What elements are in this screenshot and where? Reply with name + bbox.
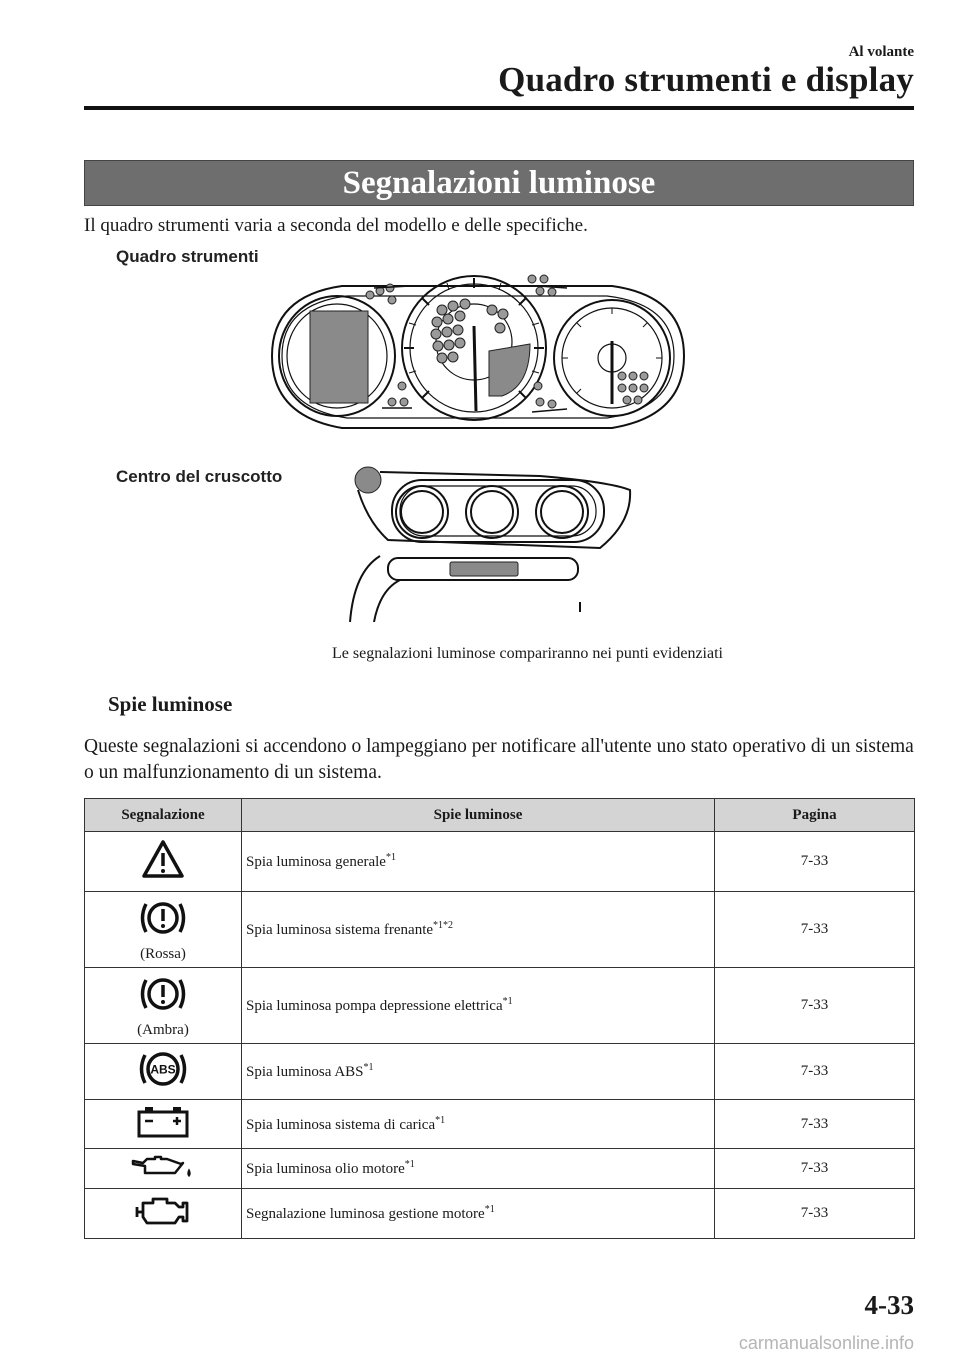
watermark: carmanualsonline.info: [738, 1333, 914, 1353]
table-row: [85, 1189, 915, 1239]
table-icon-cell: [85, 1044, 242, 1100]
brake-warning-icon: [138, 973, 188, 1015]
table-icon-cell: [85, 1100, 242, 1149]
general-warning-icon: [141, 839, 185, 879]
table-row: [85, 832, 915, 892]
header-divider: [84, 106, 914, 110]
table-icon-cell: [85, 968, 242, 1044]
table-header-lights: Spie luminose: [242, 799, 715, 832]
table-header-page: Pagina: [715, 799, 915, 832]
table-page-cell: 7-33: [715, 832, 915, 892]
section-banner: [84, 160, 914, 206]
table-row: [85, 1149, 915, 1189]
figure-caption: Le segnalazioni luminose compariranno nei punti evidenziati: [332, 645, 723, 662]
cluster-figure-label: Quadro strumenti: [116, 247, 259, 266]
table-icon-cell: [85, 1149, 242, 1189]
icon-color-note: (Rossa): [140, 945, 186, 962]
table-icon-cell: [85, 892, 242, 968]
table-page-cell: 7-33: [715, 1149, 915, 1189]
page-number: 4-33: [864, 1290, 914, 1320]
chapter-label: Al volante: [848, 44, 914, 60]
table-page-cell: 7-33: [715, 1100, 915, 1149]
table-row: [85, 968, 915, 1044]
warning-lights-table: [84, 798, 915, 1239]
dash-figure-label: Centro del cruscotto: [116, 467, 283, 486]
page-title: Quadro strumenti e display: [498, 60, 914, 99]
subsection-title: Spie luminose: [108, 692, 233, 716]
table-row: [85, 1044, 915, 1100]
table-header-signal: Segnalazione: [85, 799, 242, 832]
abs-icon-text: ABS: [150, 1062, 176, 1077]
table-page-cell: 7-33: [715, 1189, 915, 1239]
table-desc-cell: Spia luminosa sistema di carica$^{*1}$: [242, 1100, 715, 1149]
battery-icon: [135, 1105, 191, 1139]
table-desc-cell: Segnalazione luminosa gestione motore$^{*1}$: [242, 1189, 715, 1239]
table-desc-cell: Spia luminosa sistema frenante$^{*1*2}$: [242, 892, 715, 968]
engine-icon: [133, 1193, 193, 1229]
table-icon-cell: [85, 1189, 242, 1239]
dashboard-center-illustration: [340, 462, 640, 622]
table-row: [85, 1100, 915, 1149]
oil-can-icon: [131, 1153, 195, 1179]
table-desc-cell: Spia luminosa olio motore$^{*1}$: [242, 1149, 715, 1189]
table-page-cell: 7-33: [715, 1044, 915, 1100]
subsection-paragraph: Queste segnalazioni si accendono o lampeggiano per notificare all'utente uno stato operativo di un sistema o un malfunzionamento di un sistema.: [84, 736, 914, 783]
brake-warning-icon: [138, 897, 188, 939]
table-page-cell: 7-33: [715, 892, 915, 968]
section-title: Segnalazioni luminose: [342, 164, 656, 201]
table-desc-cell: Spia luminosa pompa depressione elettrica$^{*1}$: [242, 968, 715, 1044]
table-header-row: [85, 799, 915, 832]
icon-color-note: (Ambra): [137, 1021, 189, 1038]
abs-warning-icon: [137, 1048, 189, 1090]
table-row: [85, 892, 915, 968]
table-icon-cell: [85, 832, 242, 892]
table-page-cell: 7-33: [715, 968, 915, 1044]
intro-text: Il quadro strumenti varia a seconda del modello e delle specifiche.: [84, 215, 588, 236]
table-desc-cell: Spia luminosa ABS$^{*1}$: [242, 1044, 715, 1100]
table-desc-cell: Spia luminosa generale$^{*1}$: [242, 832, 715, 892]
instrument-cluster-illustration: [262, 266, 692, 441]
